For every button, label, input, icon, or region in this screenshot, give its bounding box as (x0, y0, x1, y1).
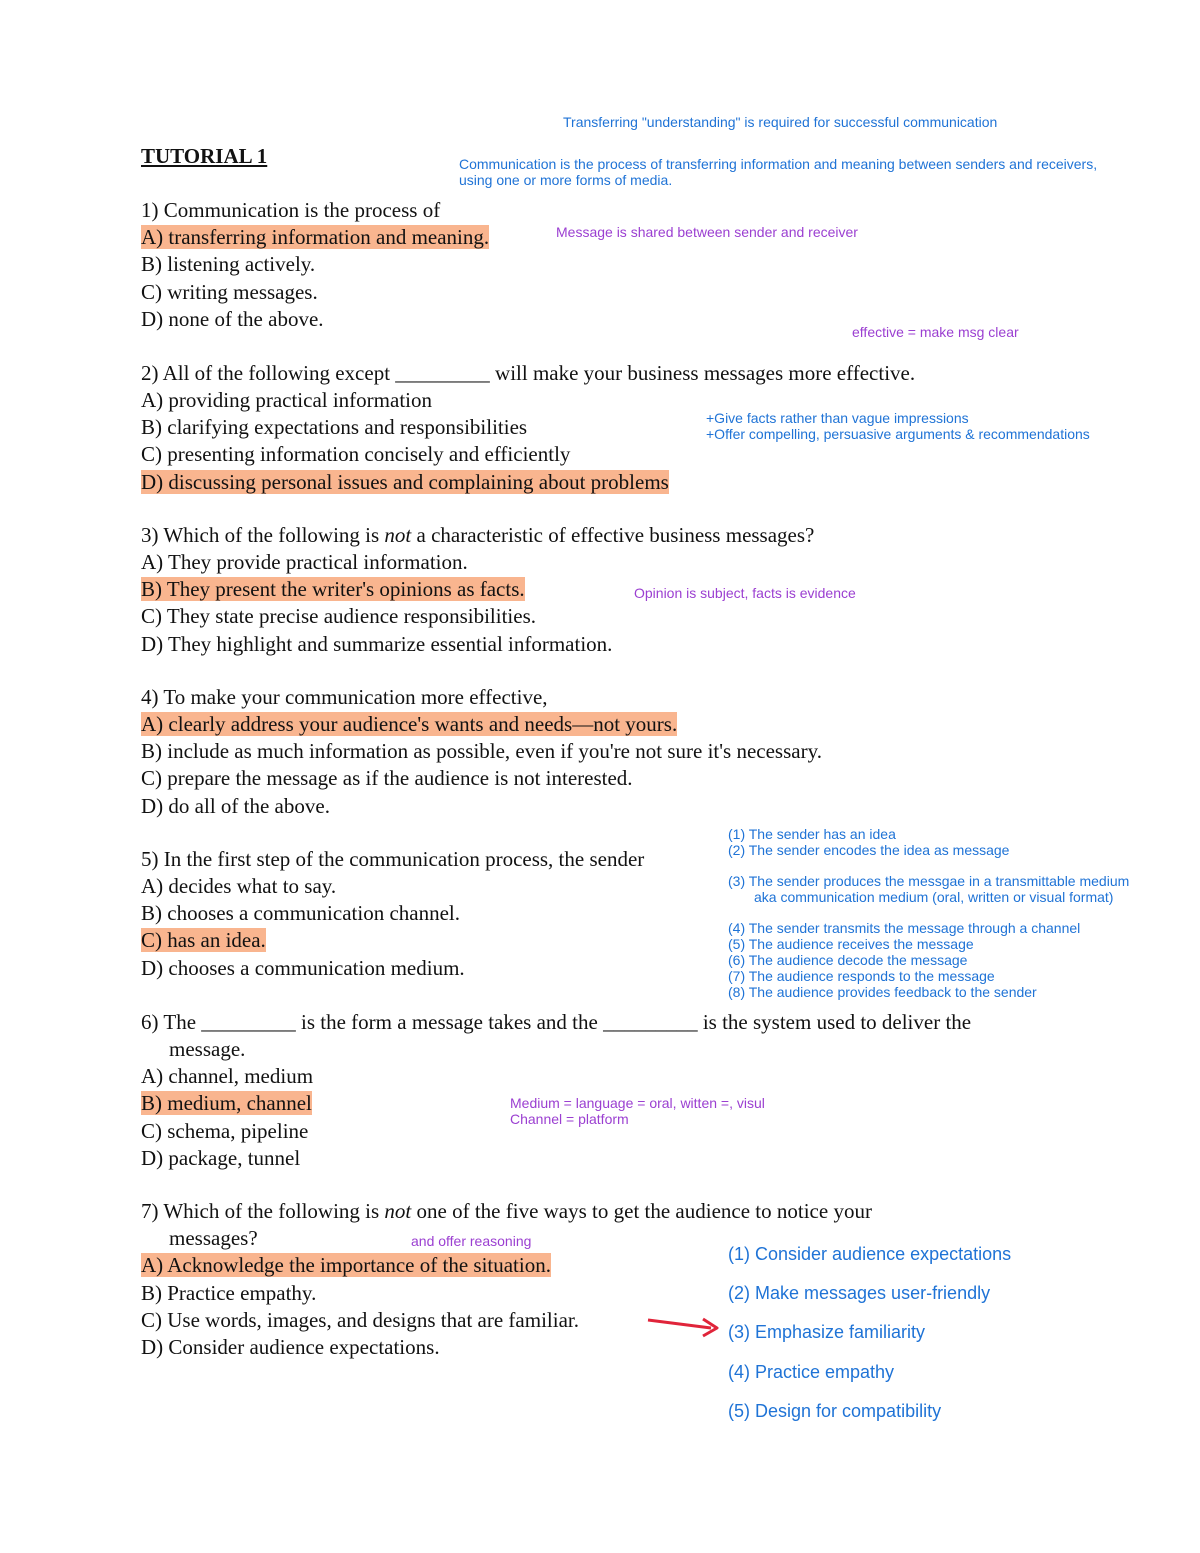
q1-annotation: Message is shared between sender and receiver (556, 224, 858, 240)
q2-annotation-2: +Offer compelling, persuasive arguments & recommendations (706, 426, 1090, 442)
q7-annotation: and offer reasoning (411, 1233, 532, 1249)
q6-option-d: D) package, tunnel (141, 1146, 301, 1170)
step-3: (3) The sender produces the messgae in a transmittable medium (728, 873, 1130, 889)
q3-annotation: Opinion is subject, facts is evidence (634, 585, 856, 601)
page-title: TUTORIAL 1 (141, 144, 268, 168)
answer-highlight: B) They present the writer's opinions as facts. (141, 577, 525, 601)
q1-option-c: C) writing messages. (141, 280, 318, 304)
q3-stem (141, 522, 814, 548)
arrow-icon (645, 1314, 725, 1340)
q6-option-a: A) channel, medium (141, 1064, 314, 1088)
q6-option-c: C) schema, pipeline (141, 1119, 309, 1143)
q7-stem-part2: one of the five ways to get the audience to notice your (411, 1199, 872, 1223)
q3-stem-emphasis: not (384, 523, 412, 547)
q3-stem-part2: a characteristic of effective business messages? (411, 523, 815, 547)
step-7: (7) The audience responds to the message (728, 968, 995, 984)
q4-option-c: C) prepare the message as if the audience is not interested. (141, 766, 633, 790)
q3-option-a: A) They provide practical information. (141, 550, 468, 574)
step-8: (8) The audience provides feedback to the sender (728, 984, 1037, 1000)
q7-option-a (141, 1252, 551, 1278)
step-1: (1) The sender has an idea (728, 826, 896, 842)
definition-annotation-line2: using one or more forms of media. (459, 172, 673, 188)
q3-stem-part1: 3) Which of the following is (141, 523, 385, 547)
definition-annotation-line1: Communication is the process of transferring information and meaning between senders and receivers, (459, 156, 1098, 172)
q6-stem: 6) The _________ is the form a message takes and the _________ is the system used to deliver the (141, 1010, 972, 1034)
q5-option-d: D) chooses a communication medium. (141, 956, 465, 980)
q7-stem (141, 1198, 872, 1224)
q4-option-b: B) include as much information as possible, even if you're not sure it's necessary. (141, 739, 822, 763)
step-5: (5) The audience receives the message (728, 936, 974, 952)
q2-option-a: A) providing practical information (141, 388, 432, 412)
q7-option-c: C) Use words, images, and designs that are familiar. (141, 1308, 579, 1332)
q6-annotation-1: Medium = language = oral, witten =, visul (510, 1095, 765, 1111)
q1-option-a (141, 224, 489, 250)
answer-highlight: C) has an idea. (141, 928, 266, 952)
q4-option-d: D) do all of the above. (141, 794, 330, 818)
q1-option-b: B) listening actively. (141, 252, 316, 276)
q2-annotation-1: +Give facts rather than vague impressions (706, 410, 969, 426)
q7-stem-emphasis: not (384, 1199, 412, 1223)
five-ways-4: (4) Practice empathy (728, 1362, 895, 1382)
q4-stem: 4) To make your communication more effective, (141, 685, 548, 709)
q6-annotation-2: Channel = platform (510, 1111, 629, 1127)
answer-highlight: A) clearly address your audience's wants and needs—not yours. (141, 712, 678, 736)
q5-option-c (141, 927, 266, 953)
q2-option-d (141, 469, 669, 495)
q5-option-b: B) chooses a communication channel. (141, 901, 460, 925)
q5-option-a: A) decides what to say. (141, 874, 337, 898)
answer-highlight: B) medium, channel (141, 1091, 312, 1115)
five-ways-5: (5) Design for compatibility (728, 1401, 942, 1421)
q2-option-b: B) clarifying expectations and responsibilities (141, 415, 528, 439)
q2-option-c: C) presenting information concisely and efficiently (141, 442, 571, 466)
step-6: (6) The audience decode the message (728, 952, 968, 968)
q7-stem-part1: 7) Which of the following is (141, 1199, 385, 1223)
effective-annotation: effective = make msg clear (852, 324, 1019, 340)
answer-highlight: A) Acknowledge the importance of the situation. (141, 1253, 551, 1277)
q6-option-b (141, 1090, 312, 1116)
q5-stem: 5) In the first step of the communication process, the sender (141, 847, 645, 871)
five-ways-2: (2) Make messages user-friendly (728, 1283, 991, 1303)
q1-option-d: D) none of the above. (141, 307, 324, 331)
q3-option-b (141, 576, 525, 602)
q6-stem-continued: message. (169, 1037, 246, 1061)
answer-highlight: D) discussing personal issues and complaining about problems (141, 470, 669, 494)
q7-option-b: B) Practice empathy. (141, 1281, 317, 1305)
five-ways-3: (3) Emphasize familiarity (728, 1322, 926, 1342)
top-annotation: Transferring "understanding" is required for successful communication (563, 114, 998, 130)
q4-option-a (141, 711, 677, 737)
step-2: (2) The sender encodes the idea as message (728, 842, 1010, 858)
q3-option-c: C) They state precise audience responsibilities. (141, 604, 536, 628)
q7-stem-continued: messages? (169, 1226, 258, 1250)
q1-stem: 1) Communication is the process of (141, 198, 441, 222)
five-ways-1: (1) Consider audience expectations (728, 1244, 1012, 1264)
q2-stem: 2) All of the following except _________ will make your business messages more effective. (141, 361, 916, 385)
q7-option-d: D) Consider audience expectations. (141, 1335, 440, 1359)
step-3-continued: aka communication medium (oral, written or visual format) (754, 889, 1114, 905)
q3-option-d: D) They highlight and summarize essential information. (141, 632, 613, 656)
answer-highlight: A) transferring information and meaning. (141, 225, 490, 249)
step-4: (4) The sender transmits the message through a channel (728, 920, 1081, 936)
